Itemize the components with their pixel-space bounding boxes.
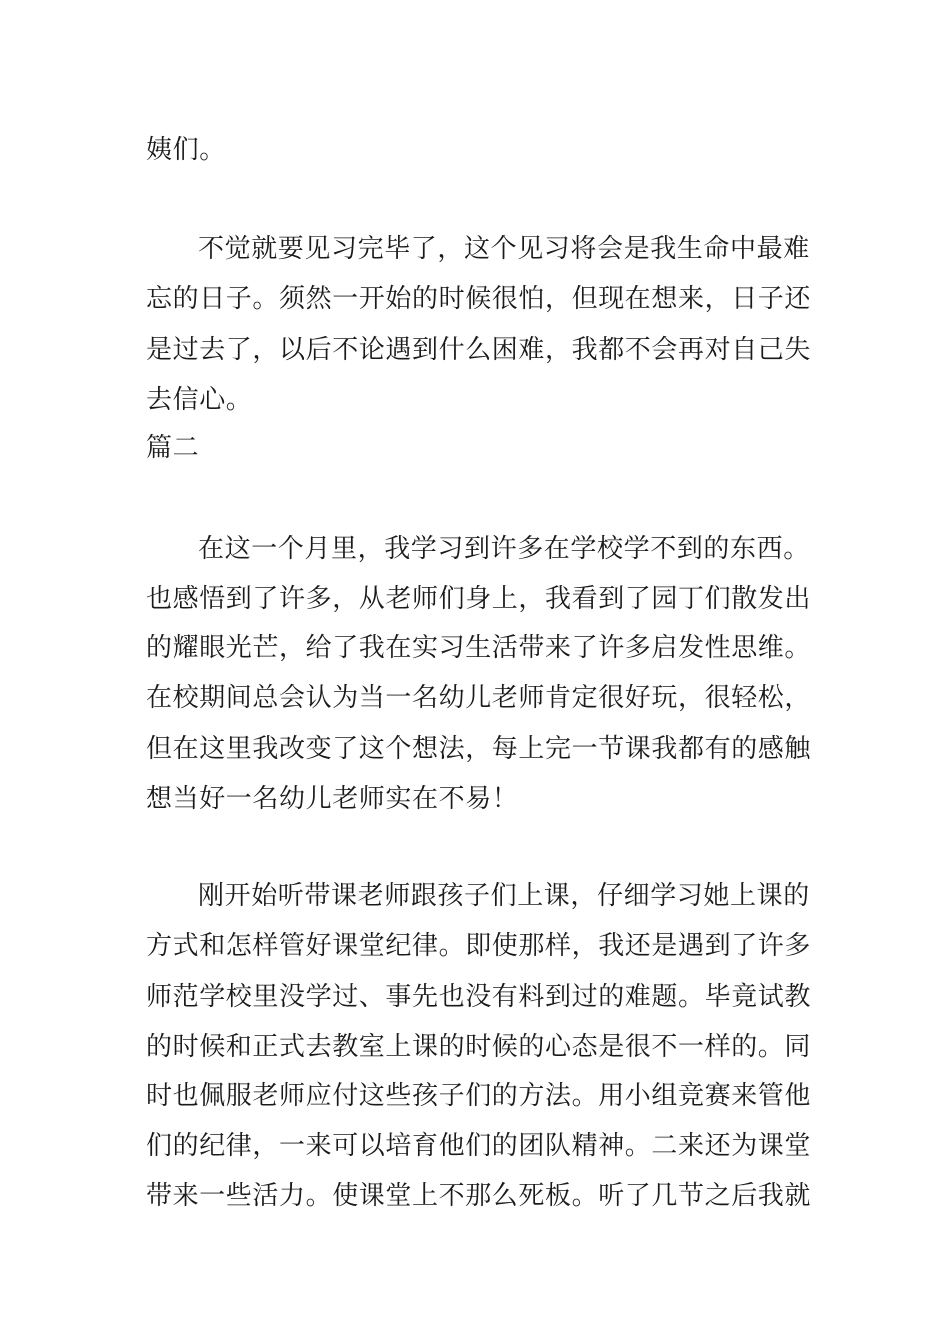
paragraph-first-line: 刚开始听带课老师跟孩子们上课，仔细学习她上课的 <box>198 881 810 911</box>
text-line: 是过去了，以后不论遇到什么困难，我都不会再对自己失 <box>146 335 812 365</box>
text-line: 忘的日子。须然一开始的时候很怕，但现在想来，日子还 <box>146 284 812 314</box>
text-line: 想当好一名幼儿老师实在不易！ <box>146 784 519 814</box>
text-line: 方式和怎样管好课堂纪律。即使那样，我还是遇到了许多 <box>146 931 812 961</box>
text-line: 时也佩服老师应付这些孩子们的方法。用小组竞赛来管他 <box>146 1081 812 1111</box>
text-line: 也感悟到了许多，从老师们身上，我看到了园丁们散发出 <box>146 584 812 614</box>
text-line: 的时候和正式去教室上课的时候的心态是很不一样的。同 <box>146 1032 812 1062</box>
text-line: 师范学校里没学过、事先也没有料到过的难题。毕竟试教 <box>146 982 812 1012</box>
paragraph-first-line: 在这一个月里，我学习到许多在学校学不到的东西。 <box>198 534 810 564</box>
text-line: 去信心。 <box>146 385 253 415</box>
text-line: 但在这里我改变了这个想法，每上完一节课我都有的感触 <box>146 734 812 764</box>
text-line: 带来一些活力。使课堂上不那么死板。听了几节之后我就 <box>146 1181 812 1211</box>
text-line: 的耀眼光芒，给了我在实习生活带来了许多启发性思维。 <box>146 633 812 663</box>
text-line: 姨们。 <box>146 135 226 165</box>
text-line: 在校期间总会认为当一名幼儿老师肯定很好玩，很轻松， <box>146 683 812 713</box>
section-heading: 篇二 <box>146 433 200 463</box>
text-line: 们的纪律，一来可以培育他们的团队精神。二来还为课堂 <box>146 1131 812 1161</box>
paragraph-first-line: 不觉就要见习完毕了，这个见习将会是我生命中最难 <box>198 234 810 264</box>
